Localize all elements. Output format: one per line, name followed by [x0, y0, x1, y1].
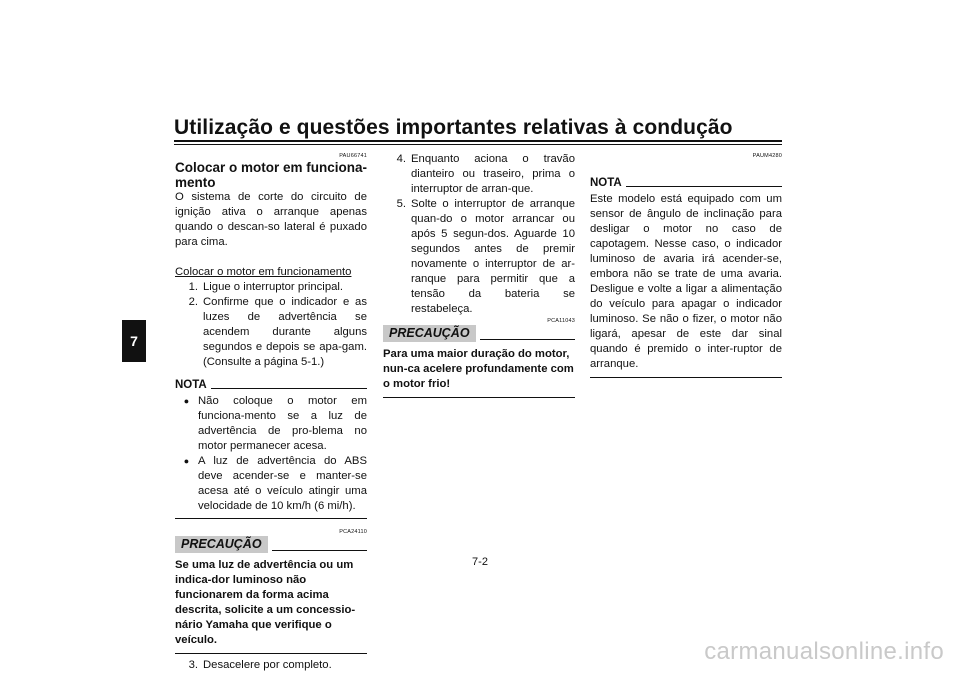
bullet-icon: ● — [183, 396, 190, 406]
note-header-rule — [211, 388, 367, 389]
bullet-text: A luz de advertência do ABS deve acender-se e manter-se acesa até o veículo atingir uma velocidade de 10 km/h (6 mi/h). — [198, 455, 367, 512]
caution-code: PCA24110 — [339, 529, 367, 535]
intro-paragraph: O sistema de corte do circuito de ignição ativa o arranque apenas quando o descan-so lateral é puxado para cima. — [175, 191, 367, 248]
caution-badge: PRECAUÇÃO — [383, 325, 476, 342]
subheading: Colocar o motor em funcionamento — [175, 266, 352, 278]
caution-code: PCA11043 — [547, 318, 575, 324]
watermark: carmanualsonline.info — [704, 638, 944, 665]
step-number: 1. — [188, 281, 198, 293]
caution-badge: PRECAUÇÃO — [175, 536, 268, 553]
note-header-rule — [626, 186, 782, 187]
note-header — [175, 378, 367, 392]
section-code: PAU66741 — [339, 153, 367, 159]
step-number: 2. — [188, 296, 198, 308]
bullet-item — [175, 394, 367, 454]
page-number: 7-2 — [472, 556, 488, 568]
step-number: 5. — [396, 198, 406, 210]
step-text: Confirme que o indicador e as luzes de advertência se acendem durante alguns segundos e depois se apa-gam. (Consulte a página 5-1.) — [203, 296, 367, 368]
note-label: NOTA — [590, 177, 622, 189]
caution-end-rule — [383, 397, 575, 398]
header-rule — [174, 140, 782, 142]
note-label: NOTA — [175, 379, 207, 391]
caution-header-rule — [272, 550, 367, 551]
step-number: 3. — [188, 659, 198, 671]
note-header — [590, 176, 782, 190]
caution-text: Se uma luz de advertência ou um indica-dor luminoso não funcionarem da forma acima descrita, solicite a um concessio-nário Yamaha que verifique o veículo. — [175, 559, 356, 646]
bullet-item — [175, 454, 367, 514]
note-end-rule — [590, 377, 782, 378]
bullet-icon: ● — [183, 456, 190, 466]
caution-header — [175, 536, 367, 553]
column-3 — [590, 152, 782, 378]
caution-header-rule — [480, 339, 575, 340]
caution-header — [383, 325, 575, 342]
header-rule-thin — [174, 144, 782, 145]
step-text: Desacelere por completo. — [203, 659, 332, 671]
bullet-text: Não coloque o motor em funciona-mento se a luz de advertência de pro-blema no motor permanecer acesa. — [198, 395, 367, 452]
caution-text: Para uma maior duração do motor, nun-ca acelere profundamente com o motor frio! — [383, 348, 574, 390]
step-item — [383, 197, 575, 317]
step-item — [175, 280, 367, 295]
section-code: PAUM4280 — [752, 153, 782, 159]
chapter-tab: 7 — [122, 320, 146, 362]
column-1 — [175, 152, 367, 673]
step-item — [175, 295, 367, 370]
page-header-title: Utilização e questões importantes relativas à condução — [174, 116, 733, 139]
step-number: 4. — [396, 153, 406, 165]
step-text: Solte o interruptor de arranque quan-do o motor arrancar ou após 5 segun-dos. Aguarde 10 segundos antes de premir novamente o interruptor de ar-ranque para permitir que a tensão da bateria se restabeleça. — [411, 198, 575, 315]
step-item — [175, 658, 367, 673]
step-item — [383, 152, 575, 197]
step-text: Enquanto aciona o travão dianteiro ou traseiro, prima o interruptor de arran-que. — [411, 153, 575, 195]
step-text: Ligue o interruptor principal. — [203, 281, 344, 293]
section-heading: Colocar o motor em funciona-mento — [175, 160, 368, 190]
note-text: Este modelo está equipado com um sensor de ângulo de inclinação para desligar o motor no caso de capotagem. Nesse caso, o indicador luminoso de avaria irá acender-se, embora não se trate de uma avaria. Desligue e volte a ligar a alimentação do veículo para apagar o indicador luminoso. Se não o fizer, o motor não ligará, apesar de este dar sinal quando é premido o inter-ruptor de arranque. — [590, 193, 782, 370]
column-2 — [383, 152, 575, 398]
